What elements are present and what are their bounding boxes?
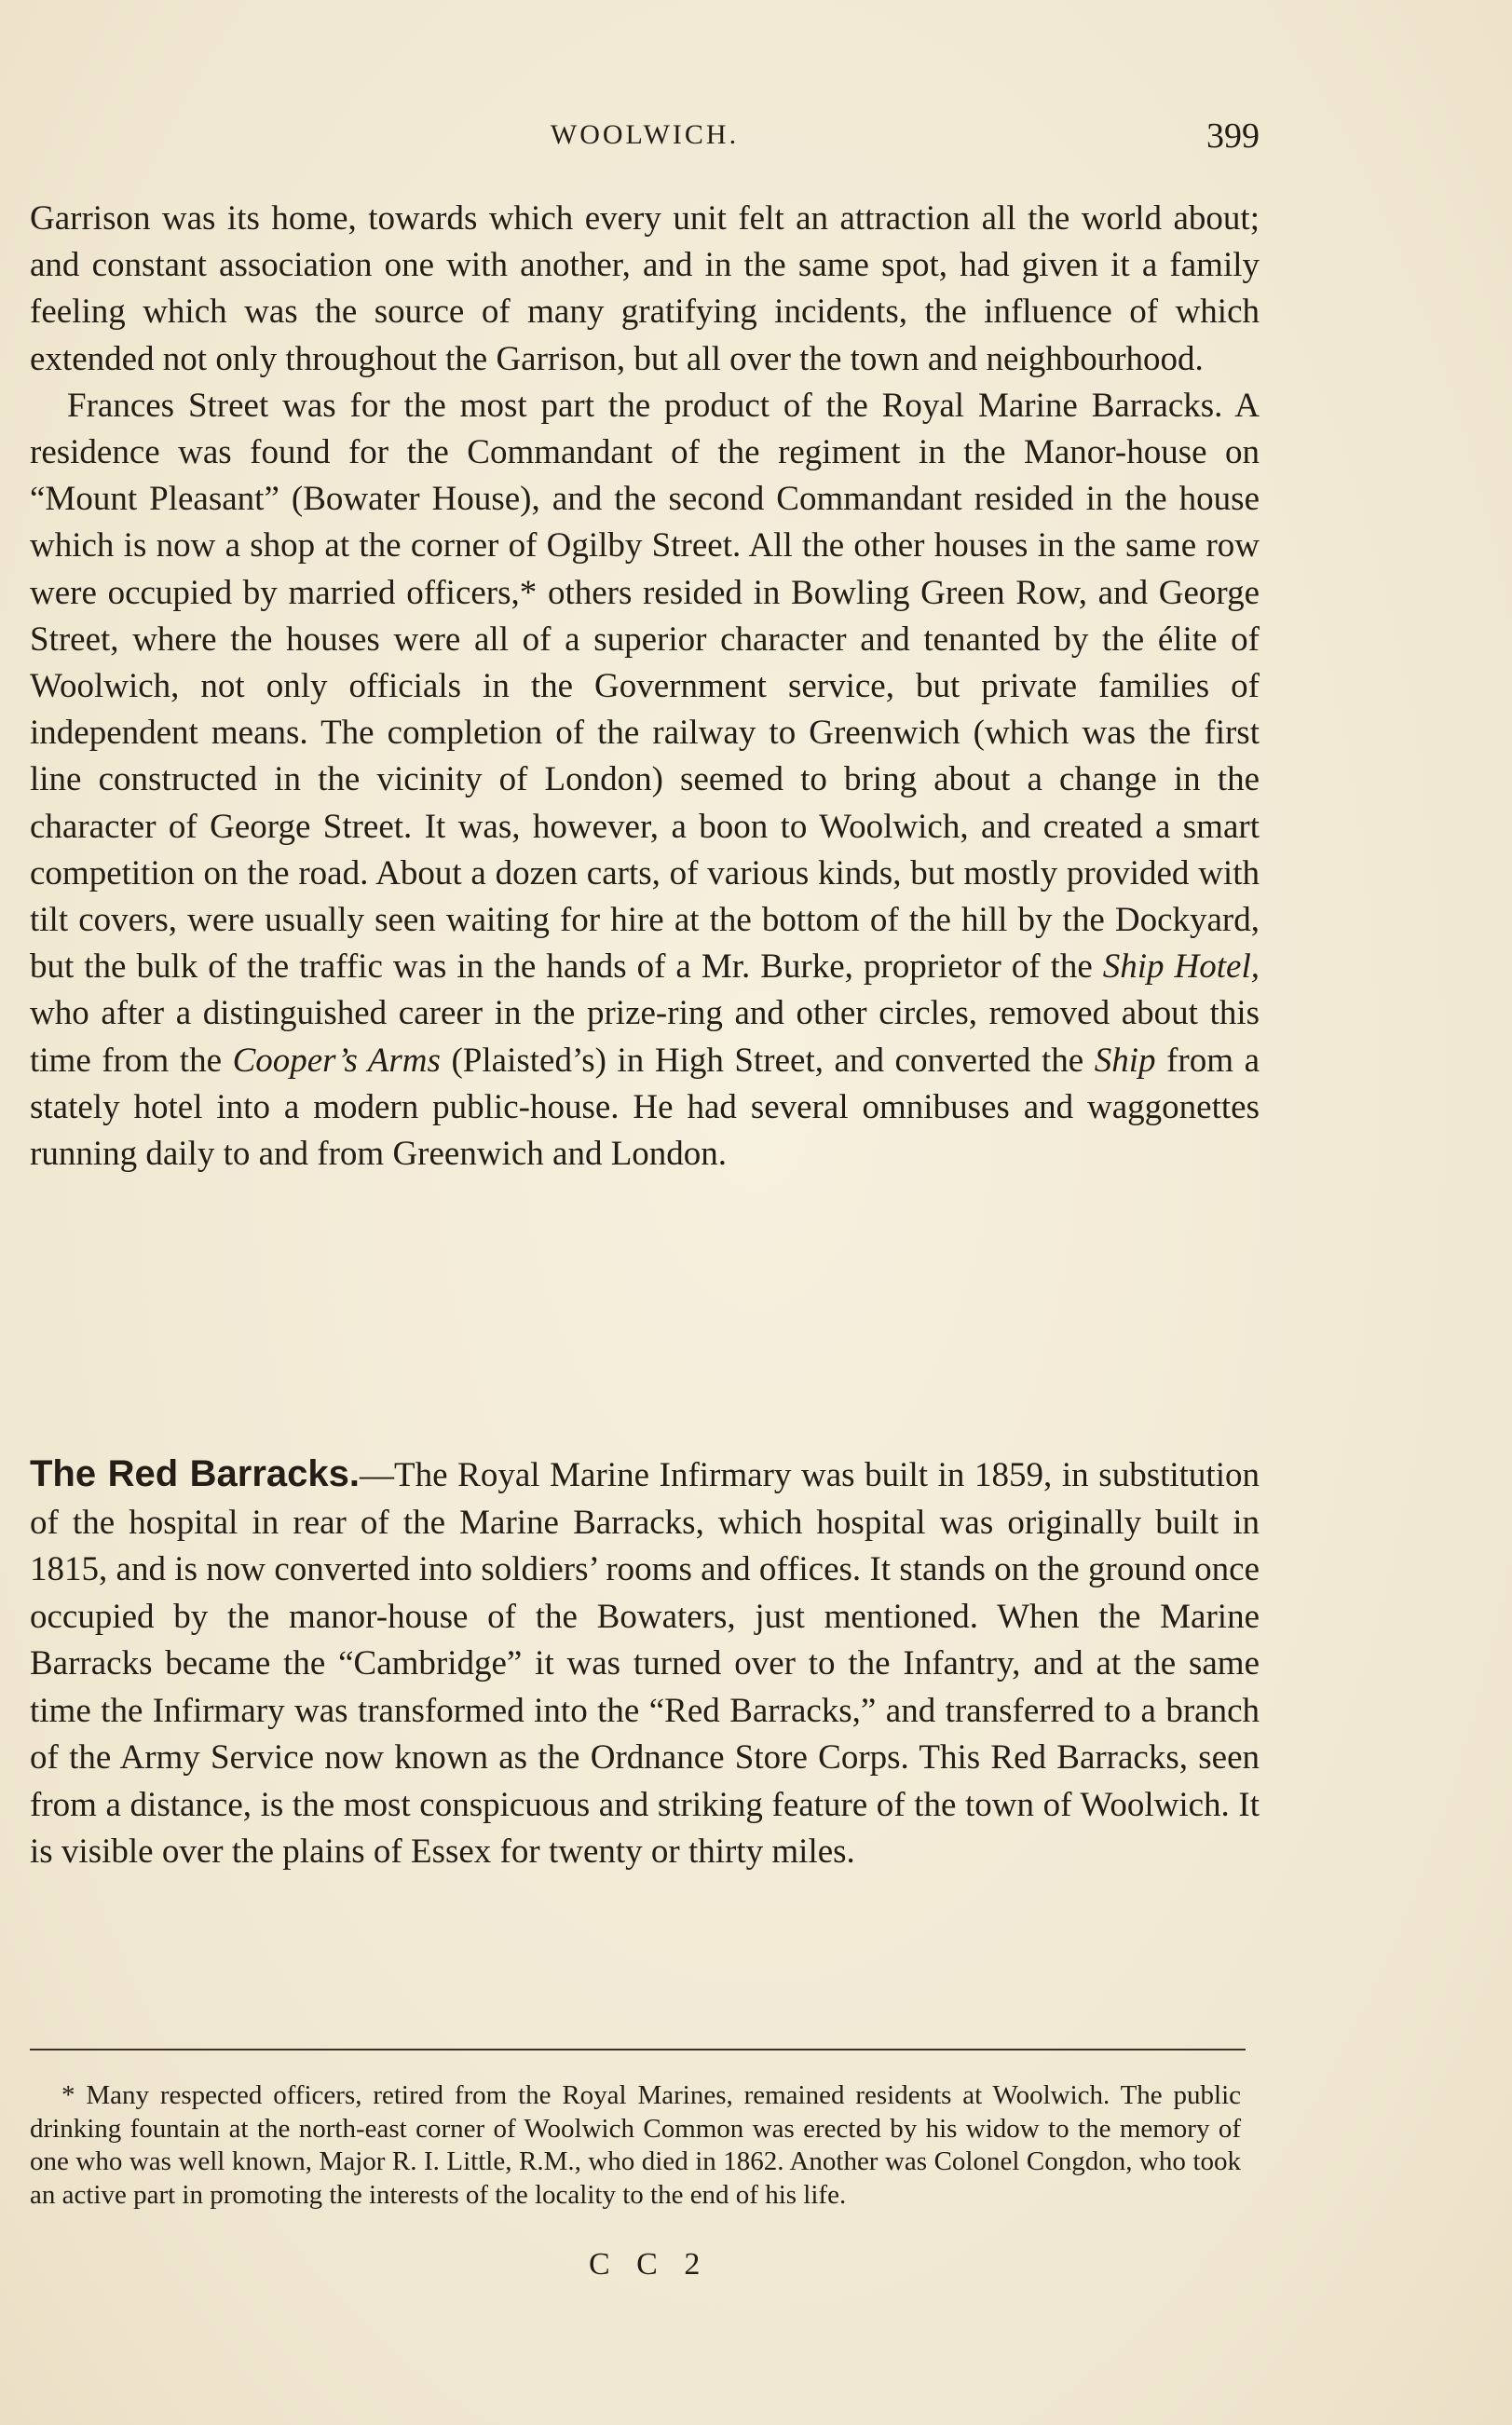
section-title: The Red Barracks. <box>30 1453 361 1494</box>
page-number: 399 <box>1206 116 1260 156</box>
signature-mark: C C 2 <box>589 2247 710 2282</box>
footnote-text: * Many respected officers, retired from the Royal Marines, remained residents at Woolwich. The public drinking fountain at the north-east corner of Woolwich Common was erected by his widow to the memory of one who was well known, Major R. I. Little, R.M., who died in 1862. Another was Colonel Congdon, who took an active part in promoting the interests of the locality to the end of his life. <box>30 2080 1241 2210</box>
footnote <box>30 2079 1241 2212</box>
paragraph-2-cont-1: who after a distinguished career in the prize-ring and other circles, removed about this time from the <box>30 994 1260 1080</box>
footnote-rule <box>30 2049 1246 2050</box>
paragraph-2-cont-2: (Plaisted’s) in High Street, and converted the <box>440 1041 1095 1080</box>
main-text <box>30 196 1260 1178</box>
paragraph-2-text: Frances Street was for the most part the product of the Royal Marine Barracks. A residence was found for the Commandant of the regiment in the Manor-house on “Mount Pleasant” (Bowater House), and the second Commandant resided in the house which is now a shop at the corner of Ogilby Street. All the other houses in the same row were occupied by married officers,* others resided in Bowling Green Row, and George Street, where the houses were all of a superior character and tenanted by the élite of Woolwich, not only officials in the Government service, but private families of independent means. The completion of the railway to Greenwich (which was the first line constructed in the vicinity of London) seemed to bring about a change in the character of George Street. It was, however, a boon to Woolwich, and created a smart competition on the road. About a dozen carts, of various kinds, but mostly provided with tilt covers, were usually seen waiting for hire at the bottom of the hill by the Dockyard, but the bulk of the traffic was in the hands of a Mr. Burke, proprietor of the <box>30 386 1260 987</box>
running-head: WOOLWICH. <box>550 119 740 150</box>
paragraph-1: Garrison was its home, towards which every unit felt an attraction all the world about; and constant association one with another, and in the same spot, had given it a family feeling which was the source of many gratifying incidents, the influence of which extended not only throughout the Garrison, but all over the town and neighbourhood. <box>30 199 1260 378</box>
ship-hotel-italic: Ship Hotel, <box>1102 947 1260 987</box>
coopers-arms-italic: Cooper’s Arms <box>232 1041 441 1080</box>
section-text: —The Royal Marine Infirmary was built in 1859, in substitution of the hospital in rear of the Marine Barracks, which hospital was originally built in 1815, and is now converted into soldiers’ rooms and offices. It stands on the ground once occupied by the manor-house of the Bowaters, just mentioned. When the Marine Barracks became the “Cambridge” it was turned over to the Infantry, and at the same time the Infirmary was transformed into the “Red Barracks,” and transferred to a branch of the Army Service now known as the Ordnance Store Corps. This Red Barracks, seen from a distance, is the most conspicuous and striking feature of the town of Woolwich. It is visible over the plains of Essex for twenty or thirty miles. <box>30 1456 1260 1871</box>
paragraph-2-cont-3: from a stately hotel into a modern public-house. He had several omnibuses and waggonettes running daily to and from Greenwich and London. <box>30 1041 1260 1174</box>
ship-italic: Ship <box>1094 1041 1156 1080</box>
page-header <box>30 116 1260 160</box>
paragraph-2 <box>30 383 1260 1178</box>
red-barracks-section <box>30 1451 1260 1876</box>
